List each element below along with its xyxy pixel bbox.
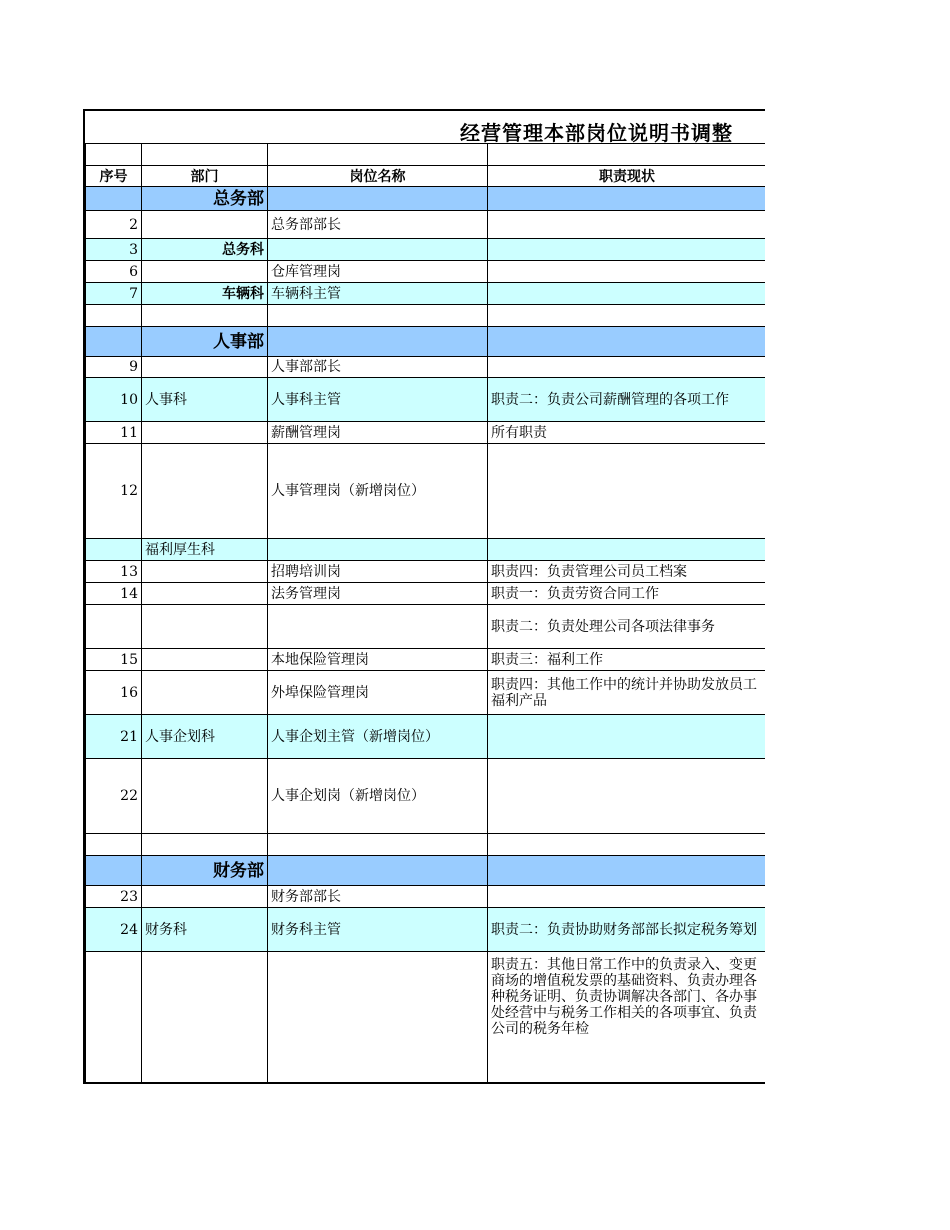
- row-dept: [142, 357, 268, 378]
- row-dept: 福利厚生科: [142, 539, 268, 561]
- row-post: 外埠保险管理岗: [268, 671, 488, 715]
- row-dept: 车辆科: [142, 283, 268, 305]
- row-dept: [142, 583, 268, 605]
- row-post: 总务部部长: [268, 211, 488, 239]
- row-duty: 职责四：负责管理公司员工档案: [488, 561, 766, 583]
- row-post: 人事企划主管（新增岗位）: [268, 715, 488, 759]
- row-dept: 人事科: [142, 378, 268, 422]
- row-duty: 职责一：负责劳资合同工作: [488, 583, 766, 605]
- row-duty: 职责三：福利工作: [488, 649, 766, 671]
- table-row: [86, 378, 766, 422]
- row-num: [86, 187, 142, 211]
- row-dept: [142, 422, 268, 444]
- table-row: [86, 283, 766, 305]
- row-duty: [488, 187, 766, 211]
- row-post: [268, 834, 488, 856]
- row-post: 人事部部长: [268, 357, 488, 378]
- row-post: 车辆科主管: [268, 283, 488, 305]
- row-num: 13: [86, 561, 142, 583]
- row-post: 人事科主管: [268, 378, 488, 422]
- row-post: [268, 239, 488, 261]
- row-duty: 职责二：负责公司薪酬管理的各项工作: [488, 378, 766, 422]
- header-post: 岗位名称: [268, 166, 488, 187]
- table-row: [86, 856, 766, 886]
- row-num: 10: [86, 378, 142, 422]
- row-num: [86, 834, 142, 856]
- row-num: 16: [86, 671, 142, 715]
- row-post: [268, 856, 488, 886]
- row-post: 财务部部长: [268, 886, 488, 908]
- table-row: [86, 908, 766, 952]
- table-row: [86, 952, 766, 1085]
- row-num: [86, 952, 142, 1085]
- row-duty: 职责四：其他工作中的统计并协助发放员工福利产品: [488, 671, 766, 715]
- table-row: [86, 422, 766, 444]
- row-num: 14: [86, 583, 142, 605]
- row-dept: [142, 444, 268, 539]
- row-dept: 财务部: [142, 856, 268, 886]
- row-post: [268, 952, 488, 1085]
- row-dept: [142, 649, 268, 671]
- row-dept: [142, 211, 268, 239]
- row-duty: [488, 211, 766, 239]
- row-num: [86, 539, 142, 561]
- row-duty: [488, 261, 766, 283]
- spreadsheet: [83, 109, 765, 1084]
- table-row: [86, 305, 766, 327]
- row-num: 22: [86, 759, 142, 834]
- row-dept: 总务科: [142, 239, 268, 261]
- row-duty: 职责五：其他日常工作中的负责录入、变更商场的增值税发票的基础资料、负责办理各种税务证明、负责协调解决各部门、各办事处经营中与税务工作相关的各项事宜、负责公司的税务年检: [488, 952, 766, 1085]
- header-dept: 部门: [142, 166, 268, 187]
- table-row: [86, 759, 766, 834]
- row-duty: 职责二：负责处理公司各项法律事务: [488, 605, 766, 649]
- row-post: [268, 327, 488, 357]
- position-table: [85, 143, 765, 1084]
- row-num: [86, 856, 142, 886]
- header-row: [86, 166, 766, 187]
- row-duty: [488, 239, 766, 261]
- row-num: 23: [86, 886, 142, 908]
- header-num: 序号: [86, 166, 142, 187]
- table-row: [86, 211, 766, 239]
- row-num: [86, 605, 142, 649]
- row-dept: [142, 261, 268, 283]
- row-num: 12: [86, 444, 142, 539]
- table-row: [86, 444, 766, 539]
- row-num: 9: [86, 357, 142, 378]
- row-dept: 人事部: [142, 327, 268, 357]
- row-post: 招聘培训岗: [268, 561, 488, 583]
- row-num: 15: [86, 649, 142, 671]
- row-num: [86, 305, 142, 327]
- row-dept: [142, 834, 268, 856]
- row-dept: 财务科: [142, 908, 268, 952]
- table-row: [86, 561, 766, 583]
- row-dept: 人事企划科: [142, 715, 268, 759]
- row-dept: [142, 605, 268, 649]
- row-dept: [142, 671, 268, 715]
- row-post: 财务科主管: [268, 908, 488, 952]
- table-row: [86, 834, 766, 856]
- table-row: [86, 583, 766, 605]
- row-dept: [142, 561, 268, 583]
- row-post: 人事企划岗（新增岗位）: [268, 759, 488, 834]
- row-num: 6: [86, 261, 142, 283]
- table-row: [86, 715, 766, 759]
- table-row: [86, 357, 766, 378]
- table-row: [86, 539, 766, 561]
- row-duty: [488, 759, 766, 834]
- row-dept: [142, 305, 268, 327]
- row-num: 24: [86, 908, 142, 952]
- table-row: [86, 886, 766, 908]
- row-duty: [488, 886, 766, 908]
- row-dept: [142, 886, 268, 908]
- row-duty: [488, 444, 766, 539]
- row-post: 薪酬管理岗: [268, 422, 488, 444]
- row-duty: [488, 327, 766, 357]
- row-dept: 总务部: [142, 187, 268, 211]
- row-post: 本地保险管理岗: [268, 649, 488, 671]
- row-duty: [488, 715, 766, 759]
- row-duty: [488, 539, 766, 561]
- table-row: [86, 261, 766, 283]
- header-duty: 职责现状: [488, 166, 766, 187]
- table-row: [86, 649, 766, 671]
- row-post: 仓库管理岗: [268, 261, 488, 283]
- table-row: [86, 239, 766, 261]
- row-dept: [142, 952, 268, 1085]
- row-num: 11: [86, 422, 142, 444]
- row-duty: [488, 856, 766, 886]
- row-dept: [142, 759, 268, 834]
- row-duty: [488, 305, 766, 327]
- table-row: [86, 605, 766, 649]
- row-post: [268, 305, 488, 327]
- row-duty: [488, 834, 766, 856]
- row-post: [268, 605, 488, 649]
- row-duty: 所有职责: [488, 422, 766, 444]
- row-post: 法务管理岗: [268, 583, 488, 605]
- row-num: 7: [86, 283, 142, 305]
- row-post: [268, 539, 488, 561]
- blank-row: [86, 144, 766, 166]
- row-num: 3: [86, 239, 142, 261]
- row-num: 21: [86, 715, 142, 759]
- row-post: 人事管理岗（新增岗位）: [268, 444, 488, 539]
- row-num: [86, 327, 142, 357]
- row-duty: 职责二：负责协助财务部部长拟定税务筹划: [488, 908, 766, 952]
- row-post: [268, 187, 488, 211]
- sheet-title: 经营管理本部岗位说明书调整: [460, 121, 733, 145]
- table-row: [86, 671, 766, 715]
- row-duty: [488, 283, 766, 305]
- table-row: [86, 187, 766, 211]
- row-num: 2: [86, 211, 142, 239]
- row-duty: [488, 357, 766, 378]
- table-row: [86, 327, 766, 357]
